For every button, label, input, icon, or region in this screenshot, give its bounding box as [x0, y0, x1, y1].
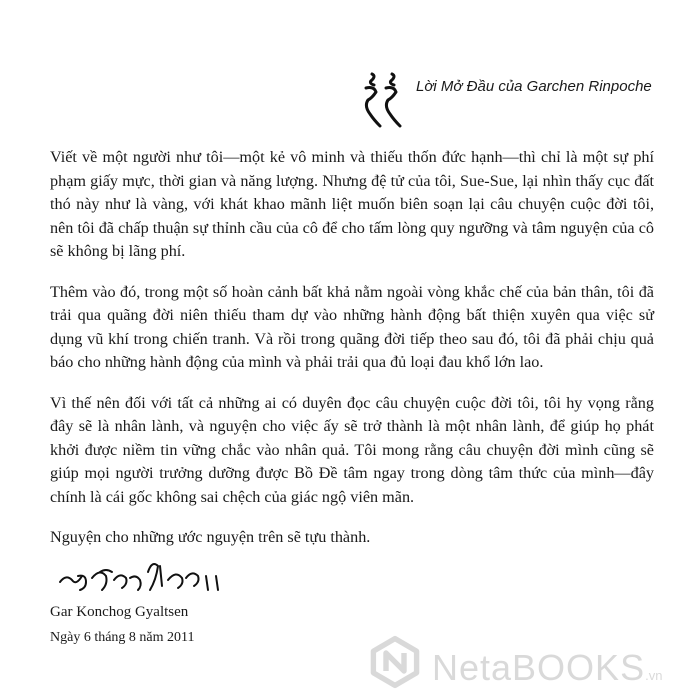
watermark-text — [432, 647, 662, 689]
paragraph-4: Nguyện cho những ước nguyện trên sẽ tựu thành. — [50, 528, 371, 546]
paragraph-1: Viết về một người như tôi—một kẻ vô minh và thiếu thốn đức hạnh—thì chỉ là một sự phí phạm giấy mực, thời gian và năng lượng. Nhưng đệ tử của tôi, Sue-Sue, lại nhìn thấy cục đất thó này như là vàng, với khát khao mãnh liệt muốn biên soạn lại câu chuyện cuộc đời tôi, nên tôi đã chấp thuận sự thỉnh cầu của cô để cho tấm lòng quy ngưỡng và tâm nguyện của cô sẽ không bị lãng phí. — [50, 148, 654, 260]
signer-name: Gar Konchog Gyaltsen — [50, 604, 189, 620]
paragraph-2: Thêm vào đó, trong một số hoàn cảnh bất khả nằm ngoài vòng khắc chế của bản thân, tôi đã trải qua quãng đời niên thiếu tham dự vào những hành động bất thiện xuyên qua việc sử dụng vũ khí trong chiến tranh. Và rồi trong quãng đời tiếp theo sau đó, tôi đã phải chịu quả báo cho những hành động của mình và phải trải qua đủ loại đau khổ lớn lao. — [50, 282, 654, 371]
paragraph-3: Vì thế nên đối với tất cả những ai có duyên đọc câu chuyện cuộc đời tôi, tôi hy vọng rằng đây sẽ là nhân lành, và nguyện cho việc ấy sẽ trở thành là một nhân lành, để giúp họ phát khởi được niềm tin vững chắc vào nhân quả. Tôi mong rằng câu chuyện đời mình cũng sẽ giúp mọi người trưởng dưỡng được Bồ Đề tâm ngay trong dòng tâm thức của mình—đây chính là cái gốc không sai chệch của giác ngộ viên mãn. — [50, 393, 654, 506]
preface-title: Lời Mở Đầu của Garchen Rinpoche — [416, 78, 652, 95]
signature-icon — [56, 558, 276, 598]
watermark-brand: NetaBOOKS — [432, 647, 646, 688]
tibetan-ornament-icon — [360, 70, 410, 140]
preface-header — [360, 70, 660, 140]
watermark — [368, 633, 698, 693]
netabooks-logo-icon — [368, 635, 422, 689]
watermark-suffix: .vn — [645, 668, 663, 683]
preface-body — [50, 146, 654, 567]
signature-date: Ngày 6 tháng 8 năm 2011 — [50, 630, 195, 645]
